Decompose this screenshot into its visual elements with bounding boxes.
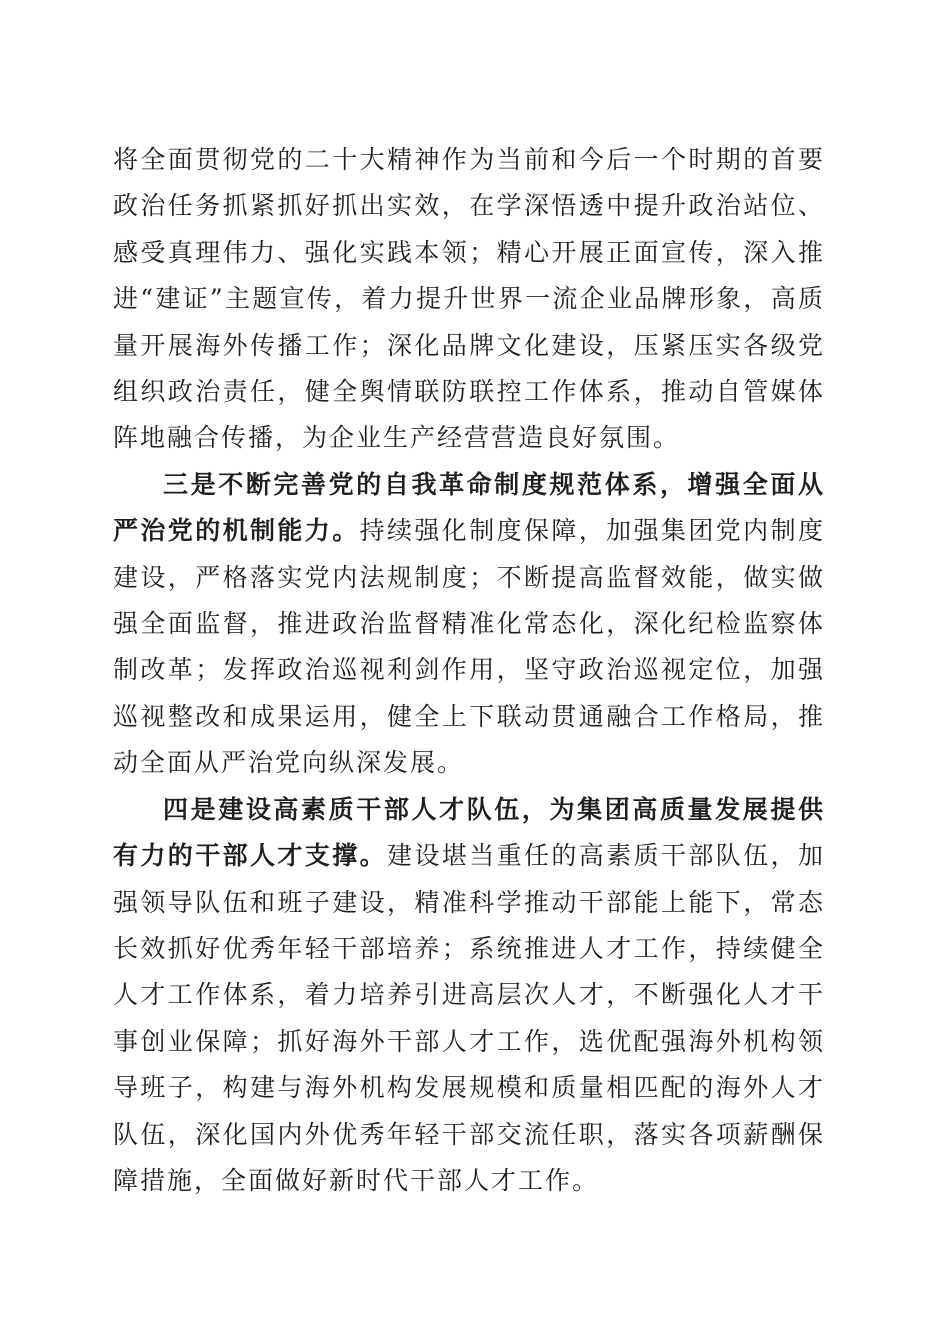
paragraph-text: 建设堪当重任的高素质干部队伍，加强领导队伍和班子建设，精准科学推动干部能上能下，常态长效抓好优秀年轻干部培养；系统推进人才工作，持续健全人才工作体系，着力培养引进高层次人才，不断强化人才干事创业保障；抓好海外干部人才工作，选优配强海外机构领导班子，构建与海外机构发展规模和质量相匹配的海外人才队伍，深化国内外优秀年轻干部交流任职，落实各项薪酬保障措施，全面做好新时代干部人才工作。 <box>113 841 825 1195</box>
paragraph-text: 持续强化制度保障，加强集团党内制度建设，严格落实党内法规制度；不断提高监督效能，做实做强全面监督，推进政治监督精准化常态化，深化纪检监察体制改革；发挥政治巡视利剑作用，坚守政治巡视定位，加强巡视整改和成果运用，健全上下联动贯通融合工作格局，推动全面从严治党向纵深发展。 <box>113 516 825 778</box>
document-body <box>113 137 825 1204</box>
paragraph-three <box>113 462 825 787</box>
paragraph-continuation <box>113 137 825 462</box>
paragraph-lead: 三是不断完善党的自我革命制度规范体系，增强全面从严治党的机制能力。 <box>113 469 825 546</box>
paragraph-four <box>113 787 825 1205</box>
paragraph-text: 将全面贯彻党的二十大精神作为当前和今后一个时期的首要政治任务抓紧抓好抓出实效，在学深悟透中提升政治站位、感受真理伟力、强化实践本领；精心开展正面宣传，深入推进“建证”主题宣传，着力提升世界一流企业品牌形象，高质量开展海外传播工作；深化品牌文化建设，压紧压实各级党组织政治责任，健全舆情联防联控工作体系，推动自管媒体阵地融合传播，为企业生产经营营造良好氛围。 <box>113 145 825 453</box>
paragraph-lead: 四是建设高素质干部人才队伍，为集团高质量发展提供有力的干部人才支撑。 <box>113 794 825 871</box>
